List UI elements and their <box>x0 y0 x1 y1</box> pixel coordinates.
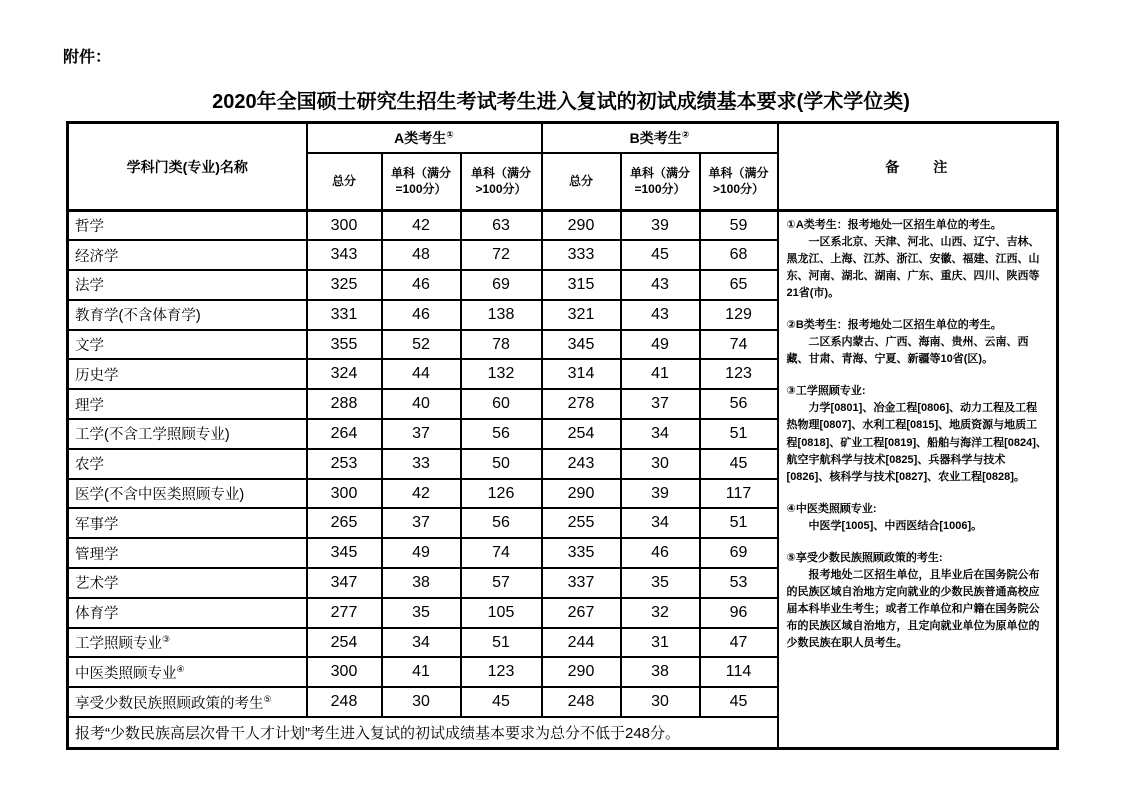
score-cell: 68 <box>700 240 778 270</box>
remark-paragraph: ①A类考生：报考地处一区招生单位的考生。 <box>786 219 1002 231</box>
subject-label: 历史学 <box>75 367 119 384</box>
score-cell: 33 <box>382 449 461 479</box>
score-cell: 45 <box>621 240 700 270</box>
footer-note: 报考“少数民族高层次骨干人才计划”考生进入复试的初试成绩基本要求为总分不低于248分。 <box>68 717 778 748</box>
remark-paragraph: 一区系北京、天津、河北、山西、辽宁、吉林、黑龙江、上海、江苏、浙江、安徽、福建、江西、山东、河南、湖北、湖南、广东、重庆、四川、陕西等21省(市)。 <box>786 236 1040 300</box>
score-cell: 42 <box>382 479 461 509</box>
score-cell: 355 <box>307 330 382 360</box>
score-cell: 253 <box>307 449 382 479</box>
score-cell: 72 <box>461 240 542 270</box>
subject-label: 体育学 <box>75 606 119 623</box>
score-cell: 343 <box>307 240 382 270</box>
score-cell: 300 <box>307 211 382 241</box>
score-cell: 51 <box>461 628 542 658</box>
header-subject-column: 学科门类(专业)名称 <box>68 123 307 211</box>
score-cell: 69 <box>700 538 778 568</box>
score-cell: 50 <box>461 449 542 479</box>
remark-cell <box>778 211 1058 749</box>
score-cell: 43 <box>621 270 700 300</box>
score-cell: 333 <box>542 240 621 270</box>
remark-paragraph: 报考地处二区招生单位，且毕业后在国务院公布的民族区域自治地方定向就业的少数民族普通高校应届本科毕业生考生；或者工作单位和户籍在国务院公布的民族区域自治地方，且定向就业单位为原单位的少数民族在职人员考生。 <box>786 568 1040 649</box>
score-cell: 78 <box>461 330 542 360</box>
subject-cell <box>68 300 307 330</box>
remark-paragraph: 二区系内蒙古、广西、海南、贵州、云南、西藏、甘肃、青海、宁夏、新疆等10省(区)。 <box>786 336 1029 366</box>
subject-label: 医学(不含中医类照顾专业) <box>75 487 245 504</box>
subject-label: 文学 <box>75 338 104 355</box>
remark-paragraph: ⑤享受少数民族照顾政策的考生: <box>786 551 943 564</box>
attachment-label: 附件： <box>63 49 112 66</box>
header-total-a: 总分 <box>307 153 382 211</box>
score-cell: 53 <box>700 568 778 598</box>
score-cell: 41 <box>621 359 700 389</box>
subject-label: 农学 <box>75 457 104 474</box>
score-cell: 39 <box>621 211 700 241</box>
footnote-ref: ⑤ <box>263 693 272 704</box>
score-cell: 325 <box>307 270 382 300</box>
score-cell: 347 <box>307 568 382 598</box>
score-cell: 52 <box>382 330 461 360</box>
score-cell: 117 <box>700 479 778 509</box>
remark-paragraph: ④中医类照顾专业: <box>786 502 877 515</box>
score-cell: 37 <box>621 389 700 419</box>
subject-cell <box>68 359 307 389</box>
score-cell: 56 <box>461 419 542 449</box>
score-cell: 37 <box>382 419 461 449</box>
subject-label: 工学照顾专业 <box>75 636 162 653</box>
score-cell: 345 <box>307 538 382 568</box>
score-cell: 46 <box>382 270 461 300</box>
subject-cell <box>68 508 307 538</box>
score-cell: 315 <box>542 270 621 300</box>
score-cell: 300 <box>307 479 382 509</box>
score-cell: 248 <box>542 687 621 717</box>
score-cell: 278 <box>542 389 621 419</box>
score-cell: 47 <box>700 628 778 658</box>
score-cell: 37 <box>382 508 461 538</box>
header-group-a <box>307 123 542 153</box>
score-cell: 41 <box>382 657 461 687</box>
score-cell: 123 <box>700 359 778 389</box>
score-cell: 30 <box>382 687 461 717</box>
score-cell: 290 <box>542 479 621 509</box>
remark-paragraph: ②B类考生：报考地处二区招生单位的考生。 <box>786 319 1002 332</box>
score-cell: 49 <box>621 330 700 360</box>
score-cell: 46 <box>382 300 461 330</box>
score-cell: 331 <box>307 300 382 330</box>
subject-cell <box>68 240 307 270</box>
score-cell: 39 <box>621 479 700 509</box>
footnote-ref: ④ <box>176 664 185 675</box>
subject-label: 管理学 <box>75 546 119 563</box>
subject-cell <box>68 330 307 360</box>
score-cell: 35 <box>382 598 461 628</box>
score-cell: 132 <box>461 359 542 389</box>
subject-cell <box>68 389 307 419</box>
score-cell: 49 <box>382 538 461 568</box>
score-cell: 290 <box>542 211 621 241</box>
footnote-ref-1: ① <box>446 129 454 140</box>
header-single-100-a: 单科（满分=100分） <box>382 153 461 211</box>
score-cell: 277 <box>307 598 382 628</box>
score-cell: 56 <box>700 389 778 419</box>
subject-cell <box>68 628 307 658</box>
score-cell: 30 <box>621 449 700 479</box>
header-single-gt100-b: 单科（满分>100分） <box>700 153 778 211</box>
footnote-ref: ③ <box>162 634 171 645</box>
score-cell: 31 <box>621 628 700 658</box>
score-cell: 48 <box>382 240 461 270</box>
subject-cell <box>68 449 307 479</box>
subject-cell <box>68 538 307 568</box>
score-cell: 337 <box>542 568 621 598</box>
score-cell: 114 <box>700 657 778 687</box>
score-cell: 34 <box>382 628 461 658</box>
score-cell: 248 <box>307 687 382 717</box>
subject-cell <box>68 270 307 300</box>
header-single-gt100-a: 单科（满分>100分） <box>461 153 542 211</box>
subject-label: 艺术学 <box>75 576 119 593</box>
score-table <box>66 121 1059 750</box>
score-cell: 126 <box>461 479 542 509</box>
score-cell: 51 <box>700 508 778 538</box>
header-group-b <box>542 123 778 153</box>
header-remark-column: 备 注 <box>778 123 1058 211</box>
score-cell: 38 <box>621 657 700 687</box>
subject-cell <box>68 479 307 509</box>
score-cell: 243 <box>542 449 621 479</box>
score-cell: 335 <box>542 538 621 568</box>
score-cell: 244 <box>542 628 621 658</box>
score-cell: 96 <box>700 598 778 628</box>
score-cell: 40 <box>382 389 461 419</box>
remark-paragraph: 力学[0801]、冶金工程[0806]、动力工程及工程热物理[0807]、水利工程[0815]、地质资源与地质工程[0818]、矿业工程[0819]、船舶与海洋工程[0824]、航空宇航科学与技术[0825]、兵器科学与技术[0826]、核科学与技术[0827]、农业工程[0828]。 <box>786 402 1047 483</box>
subject-cell <box>68 657 307 687</box>
score-cell: 290 <box>542 657 621 687</box>
score-cell: 51 <box>700 419 778 449</box>
score-cell: 345 <box>542 330 621 360</box>
subject-label: 哲学 <box>75 219 104 236</box>
score-cell: 34 <box>621 508 700 538</box>
score-cell: 267 <box>542 598 621 628</box>
score-cell: 60 <box>461 389 542 419</box>
score-cell: 44 <box>382 359 461 389</box>
score-cell: 45 <box>700 687 778 717</box>
remark-paragraph: ③工学照顾专业: <box>786 385 866 398</box>
score-cell: 264 <box>307 419 382 449</box>
score-cell: 34 <box>621 419 700 449</box>
subject-label: 理学 <box>75 397 104 414</box>
score-cell: 254 <box>542 419 621 449</box>
score-cell: 255 <box>542 508 621 538</box>
subject-cell <box>68 687 307 717</box>
subject-cell <box>68 419 307 449</box>
group-a-label: A类考生 <box>394 129 447 146</box>
score-cell: 123 <box>461 657 542 687</box>
score-cell: 32 <box>621 598 700 628</box>
score-cell: 56 <box>461 508 542 538</box>
score-cell: 46 <box>621 538 700 568</box>
score-cell: 129 <box>700 300 778 330</box>
score-cell: 59 <box>700 211 778 241</box>
subject-label: 法学 <box>75 278 104 295</box>
score-cell: 65 <box>700 270 778 300</box>
score-cell: 45 <box>461 687 542 717</box>
score-cell: 35 <box>621 568 700 598</box>
score-cell: 69 <box>461 270 542 300</box>
score-cell: 105 <box>461 598 542 628</box>
header-total-b: 总分 <box>542 153 621 211</box>
subject-label: 工学(不含工学照顾专业) <box>75 427 230 444</box>
score-cell: 43 <box>621 300 700 330</box>
score-cell: 138 <box>461 300 542 330</box>
score-cell: 38 <box>382 568 461 598</box>
score-cell: 254 <box>307 628 382 658</box>
score-cell: 288 <box>307 389 382 419</box>
score-cell: 265 <box>307 508 382 538</box>
header-row-groups <box>68 123 1058 153</box>
score-cell: 30 <box>621 687 700 717</box>
score-cell: 45 <box>700 449 778 479</box>
subject-label: 享受少数民族照顾政策的考生 <box>75 695 264 712</box>
subject-label: 教育学(不含体育学) <box>75 308 201 325</box>
score-cell: 324 <box>307 359 382 389</box>
page-title: 2020年全国硕士研究生招生考试考生进入复试的初试成绩基本要求(学术学位类) <box>212 91 910 113</box>
score-cell: 42 <box>382 211 461 241</box>
score-cell: 300 <box>307 657 382 687</box>
score-cell: 314 <box>542 359 621 389</box>
remark-paragraph: 中医学[1005]、中西医结合[1006]。 <box>808 519 983 532</box>
table-row <box>68 211 1058 241</box>
group-b-label: B类考生 <box>629 129 682 146</box>
subject-cell <box>68 568 307 598</box>
table-body <box>68 211 1058 749</box>
footnote-ref-2: ② <box>681 129 690 140</box>
subject-label: 军事学 <box>75 516 119 533</box>
score-cell: 74 <box>700 330 778 360</box>
score-cell: 74 <box>461 538 542 568</box>
subject-label: 经济学 <box>75 248 119 265</box>
subject-label: 中医类照顾专业 <box>75 665 177 682</box>
score-cell: 321 <box>542 300 621 330</box>
subject-cell <box>68 211 307 241</box>
score-cell: 63 <box>461 211 542 241</box>
subject-cell <box>68 598 307 628</box>
header-single-100-b: 单科（满分=100分） <box>621 153 700 211</box>
score-cell: 57 <box>461 568 542 598</box>
